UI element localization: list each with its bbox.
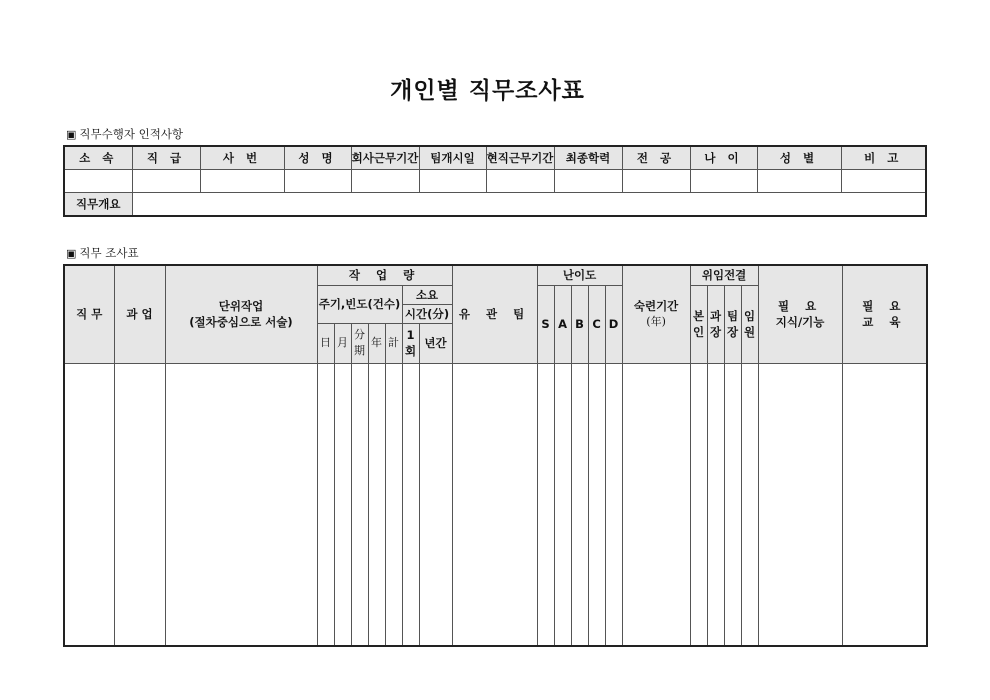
body-grade-d[interactable] [605, 363, 622, 646]
input-age[interactable] [690, 170, 757, 193]
body-grade-b[interactable] [571, 363, 588, 646]
input-remarks[interactable] [841, 170, 926, 193]
square-bullet-icon: ▣ [66, 247, 77, 260]
header-required-knowledge: 필 요 지식/기능 [758, 265, 842, 363]
delegation-self: 본 인 [690, 285, 707, 363]
header-remarks: 비 고 [841, 146, 926, 170]
grade-s: S [537, 285, 554, 363]
square-bullet-icon: ▣ [66, 128, 77, 141]
body-year[interactable] [368, 363, 385, 646]
input-name[interactable] [284, 170, 351, 193]
header-delegation: 위임전결 [690, 265, 758, 285]
input-company-tenure[interactable] [351, 170, 419, 193]
input-education[interactable] [554, 170, 622, 193]
body-task[interactable] [114, 363, 165, 646]
body-required-knowledge[interactable] [758, 363, 842, 646]
grade-b: B [571, 285, 588, 363]
header-year: 年 [368, 323, 385, 363]
header-gender: 성 별 [757, 146, 841, 170]
body-grade-a[interactable] [554, 363, 571, 646]
delegation-executive: 임 원 [741, 285, 758, 363]
personal-input-row [64, 170, 926, 193]
page-title: 개인별 직무조사표 [390, 78, 585, 104]
header-rank: 직 급 [132, 146, 200, 170]
overview-label: 직무개요 [64, 193, 132, 217]
header-time-min: 시간(分) [402, 304, 452, 323]
body-related-team[interactable] [452, 363, 537, 646]
header-company-tenure: 회사근무기간 [351, 146, 419, 170]
header-day: 日 [317, 323, 334, 363]
header-proficiency: 숙련기간 (年) [622, 265, 690, 363]
personal-info-table [63, 145, 927, 217]
input-affiliation[interactable] [64, 170, 132, 193]
header-annual: 년간 [419, 323, 452, 363]
header-name: 성 명 [284, 146, 351, 170]
header-task: 과 업 [114, 265, 165, 363]
body-delegation-team-leader[interactable] [724, 363, 741, 646]
delegation-team-leader: 팀 장 [724, 285, 741, 363]
body-proficiency[interactable] [622, 363, 690, 646]
body-day[interactable] [317, 363, 334, 646]
header-once: 1 회 [402, 323, 419, 363]
body-unit-task[interactable] [165, 363, 317, 646]
header-cycle-frequency: 주기,빈도(건수) [317, 285, 402, 323]
survey-body-row [64, 363, 927, 646]
header-required: 소요 [402, 285, 452, 304]
input-employee-id[interactable] [200, 170, 284, 193]
header-major: 전 공 [622, 146, 690, 170]
input-current-tenure[interactable] [486, 170, 554, 193]
body-total[interactable] [385, 363, 402, 646]
input-gender[interactable] [757, 170, 841, 193]
header-difficulty: 난이도 [537, 265, 622, 285]
body-grade-s[interactable] [537, 363, 554, 646]
overview-input[interactable] [132, 193, 926, 217]
header-job: 직 무 [64, 265, 114, 363]
header-age: 나 이 [690, 146, 757, 170]
header-workload: 작 업 량 [317, 265, 452, 285]
body-annual[interactable] [419, 363, 452, 646]
body-required-education[interactable] [842, 363, 927, 646]
section-label-job-survey: ▣ 직무 조사표 [66, 246, 139, 260]
header-related-team: 유 관 팀 [452, 265, 537, 363]
input-major[interactable] [622, 170, 690, 193]
body-job[interactable] [64, 363, 114, 646]
input-rank[interactable] [132, 170, 200, 193]
grade-c: C [588, 285, 605, 363]
input-team-start[interactable] [419, 170, 486, 193]
grade-a: A [554, 285, 571, 363]
body-once[interactable] [402, 363, 419, 646]
survey-header-row-1 [64, 265, 927, 285]
header-employee-id: 사 번 [200, 146, 284, 170]
header-current-tenure: 현직근무기간 [486, 146, 554, 170]
section-label-personal: ▣ 직무수행자 인적사항 [66, 127, 184, 141]
header-team-start: 팀개시일 [419, 146, 486, 170]
body-delegation-section-chief[interactable] [707, 363, 724, 646]
header-month: 月 [334, 323, 351, 363]
header-unit-task: 단위작업 (절차중심으로 서술) [165, 265, 317, 363]
overview-row [64, 193, 926, 217]
body-delegation-self[interactable] [690, 363, 707, 646]
grade-d: D [605, 285, 622, 363]
header-total: 計 [385, 323, 402, 363]
header-affiliation: 소 속 [64, 146, 132, 170]
job-survey-table [63, 264, 928, 647]
body-delegation-executive[interactable] [741, 363, 758, 646]
delegation-section-chief: 과 장 [707, 285, 724, 363]
body-grade-c[interactable] [588, 363, 605, 646]
body-month[interactable] [334, 363, 351, 646]
header-required-education: 필 요 교 육 [842, 265, 927, 363]
header-quarter: 分 期 [351, 323, 368, 363]
header-education: 최종학력 [554, 146, 622, 170]
personal-header-row [64, 146, 926, 170]
body-quarter[interactable] [351, 363, 368, 646]
